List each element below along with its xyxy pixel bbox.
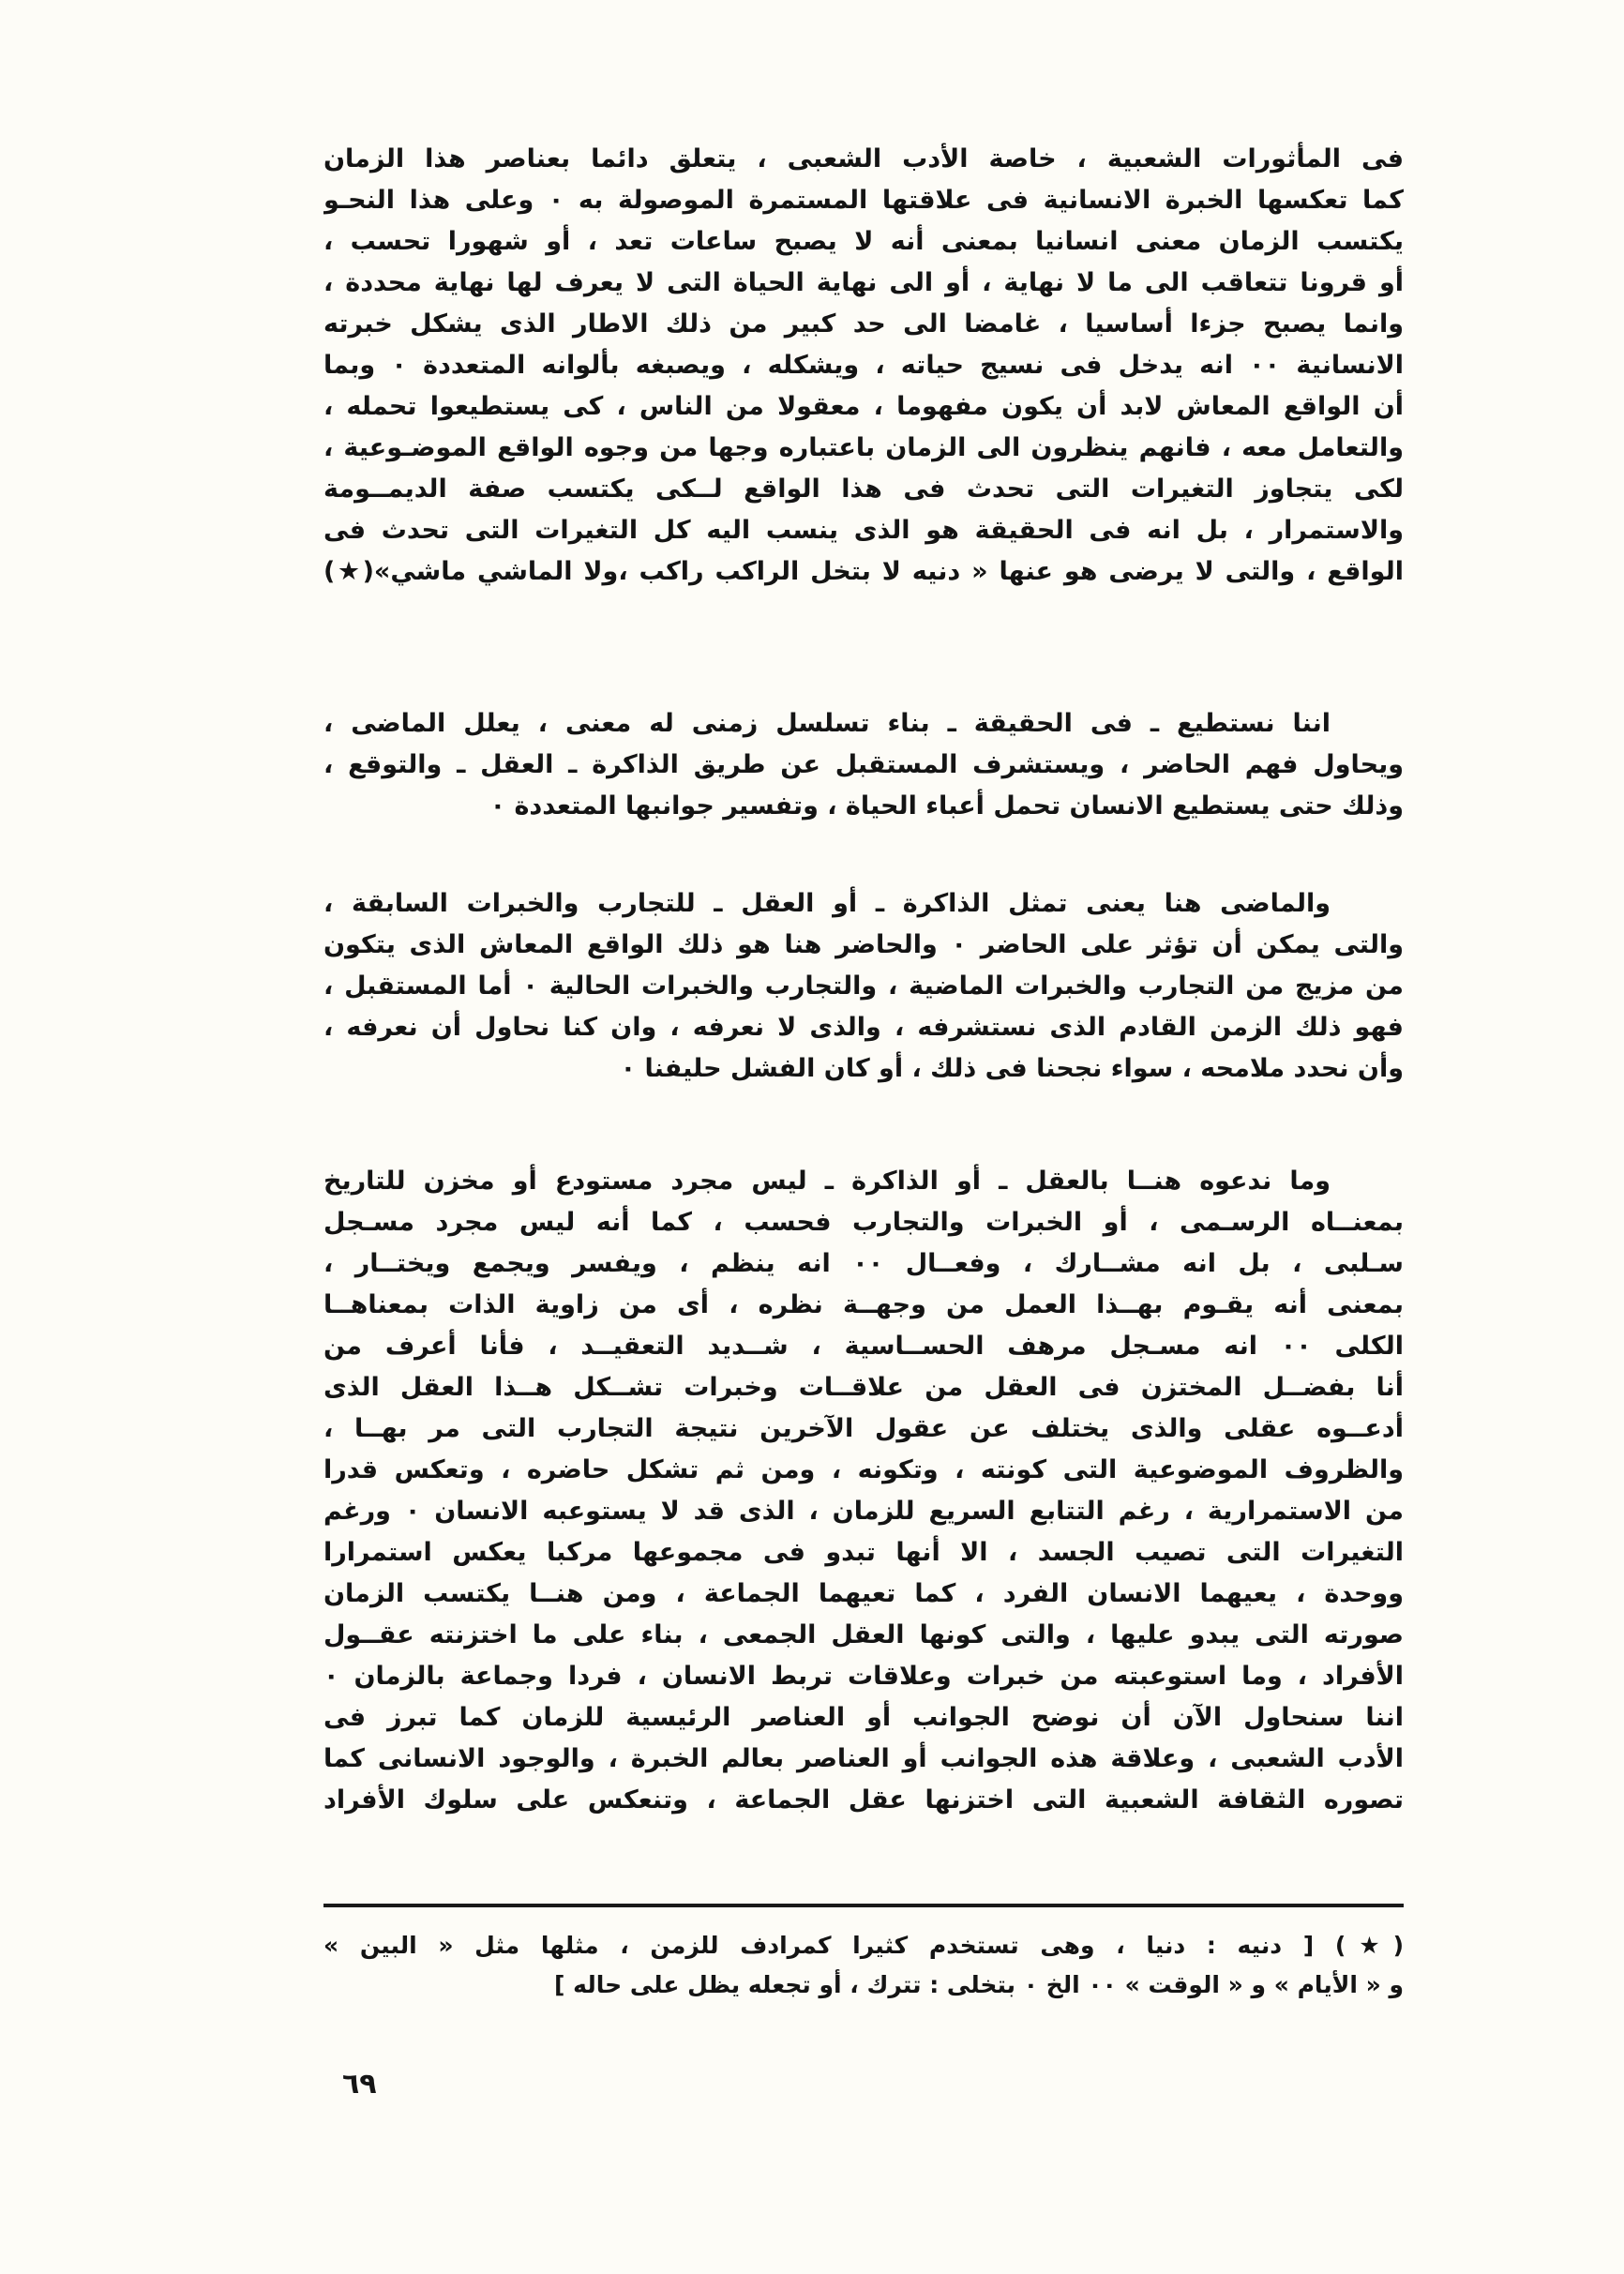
text-line: وما ندعوه هنــا بالعقل ـ أو الذاكرة ـ ليس مجرد مستودع أو مخزن للتاريخ [323, 1167, 1331, 1196]
text-line: يكتسب الزمان معنى انسانيا بمعنى أنه لا يصبح ساعات تعد ، أو شهورا تحسب ، [323, 227, 1404, 256]
text-line: أنا بفضــل المختزن فى العقل من علاقــات وخبرات تشــكل هــذا العقل الذى [323, 1373, 1404, 1402]
footnote-divider [323, 1904, 1404, 1907]
text-line: اننا نستطيع ـ فى الحقيقة ـ بناء تسلسل زمنى له معنى ، يعلل الماضى ، [323, 709, 1331, 738]
text-line: وأن نحدد ملامحه ، سواء نجحنا فى ذلك ، أو كان الفشل حليفنا ٠ [620, 1054, 1404, 1083]
text-line: والماضى هنا يعنى تمثل الذاكرة ـ أو العقل ـ للتجارب والخبرات السابقة ، [323, 889, 1331, 918]
text-line: الأدب الشعبى ، وعلاقة هذه الجوانب أو العناصر بعالم الخبرة ، والوجود الانسانى كما [323, 1744, 1404, 1773]
text-line: كما تعكسها الخبرة الانسانية فى علاقتها المستمرة الموصولة به ٠ وعلى هذا النحـو [323, 186, 1404, 215]
text-line: سـلبى ، بل انه مشــارك ، وفعــال ٠٠ انه ينظم ، ويفسر ويجمع ويختــار ، [323, 1249, 1404, 1278]
text-line: أن الواقع المعاش لابد أن يكون مفهوما ، معقولا من الناس ، كى يستطيعوا تحمله ، [323, 392, 1404, 421]
footnote [323, 1926, 1404, 2005]
text-line: تصوره الثقافة الشعبية التى اختزنها عقل الجماعة ، وتنعكس على سلوك الأفراد [323, 1785, 1404, 1815]
text-line: وذلك حتى يستطيع الانسان تحمل أعباء الحياة ، وتفسير جوانبها المتعددة ٠ [489, 791, 1404, 821]
text-line: والتى يمكن أن تؤثر على الحاضر ٠ والحاضر هنا هو ذلك الواقع المعاش الذى يتكون [323, 930, 1404, 959]
paragraph-3 [323, 883, 1404, 1090]
text-line: ويحاول فهم الحاضر ، ويستشرف المستقبل عن طريق الذاكرة ـ العقل ـ والتوقع ، [323, 750, 1404, 779]
paragraph-2 [323, 703, 1404, 827]
text-line: فهو ذلك الزمن القادم الذى نستشرفه ، والذى لا نعرفه ، وان كنا نحاول أن نعرفه ، [323, 1013, 1404, 1042]
text-line: صورته التى يبدو عليها ، والتى كونها العقل الجمعى ، بناء على ما اختزنته عقــول [323, 1620, 1404, 1649]
paragraph-1 [323, 139, 1404, 593]
text-line: لكى يتجاوز التغيرات التى تحدث فى هذا الواقع لــكى يكتسب صفة الديمــومة [323, 474, 1404, 504]
text-line: من مزيج من التجارب والخبرات الماضية ، والتجارب والخبرات الحالية ٠ أما المستقبل ، [323, 971, 1404, 1001]
text-line: والاستمرار ، بل انه فى الحقيقة هو الذى ينسب اليه كل التغيرات التى تحدث فى [323, 516, 1404, 545]
text-line: بمعنى أنه يقـوم بهــذا العمل من وجهــة نظره ، أى من زاوية الذات بمعناهــا [323, 1290, 1404, 1319]
text-line: الانسانية ٠٠ انه يدخل فى نسيج حياته ، ويشكله ، ويصبغه بألوانه المتعددة ٠ وبما [323, 351, 1404, 380]
text-line: ووحدة ، يعيهما الانسان الفرد ، كما تعيهما الجماعة ، ومن هنــا يكتسب الزمان [323, 1579, 1404, 1608]
text-line: (★) [ دنيه : دنيا ، وهى تستخدم كثيرا كمرادف للزمن ، مثلها مثل « البين » [323, 1932, 1404, 1959]
text-line: الكلى ٠٠ انه مسـجل مرهف الحســاسية ، شــديد التعقيــد ، فأنا أعرف من [323, 1332, 1404, 1361]
page-number: ٦٩ [342, 2068, 377, 2101]
text-line: بمعنــاه الرسـمى ، أو الخبرات والتجارب فحسب ، كما أنه ليس مجرد مسـجل [323, 1208, 1404, 1237]
text-line: والتعامل معه ، فانهم ينظرون الى الزمان باعتباره وجها من وجوه الواقع الموضـوعية ، [323, 433, 1404, 462]
text-line: والظروف الموضوعية التى كونته ، وتكونه ، ومن ثم تشكل حاضره ، وتعكس قدرا [323, 1455, 1404, 1484]
text-line: أو قرونا تتعاقب الى ما لا نهاية ، أو الى نهاية الحياة التى لا يعرف لها نهاية محددة ، [323, 268, 1404, 297]
text-line: الواقع ، والتى لا يرضى هو عنها « دنيه لا بتخل الراكب راكب ،ولا الماشي ماشي»(★) [323, 557, 1404, 586]
text-line: من الاستمرارية ، رغم التتابع السريع للزمان ، الذى قد لا يستوعبه الانسان ٠ ورغم [323, 1497, 1404, 1526]
paragraph-4 [323, 1161, 1404, 1821]
text-line: أدعــوه عقلى والذى يختلف عن عقول الآخرين نتيجة التجارب التى مر بهــا ، [323, 1414, 1404, 1443]
text-line: وانما يصبح جزءا أساسيا ، غامضا الى حد كبير من ذلك الاطار الذى يشكل خبرته [323, 309, 1404, 339]
text-line: و « الأيام » و « الوقت » ٠٠ الخ ٠ بتخلى : تترك ، أو تجعله يظل على حاله ] [554, 1971, 1404, 1998]
text-line: الأفراد ، وما استوعبته من خبرات وعلاقات تربط الانسان ، فردا وجماعة بالزمان ٠ [323, 1662, 1404, 1691]
text-line: التغيرات التى تصيب الجسد ، الا أنها تبدو فى مجموعها مركبا يعكس استمرارا [323, 1538, 1404, 1567]
text-line: اننا سنحاول الآن أن نوضح الجوانب أو العناصر الرئيسية للزمان كما تبرز فى [323, 1703, 1404, 1732]
text-line: فى المأثورات الشعبية ، خاصة الأدب الشعبى ، يتعلق دائما بعناصر هذا الزمان [323, 144, 1404, 173]
